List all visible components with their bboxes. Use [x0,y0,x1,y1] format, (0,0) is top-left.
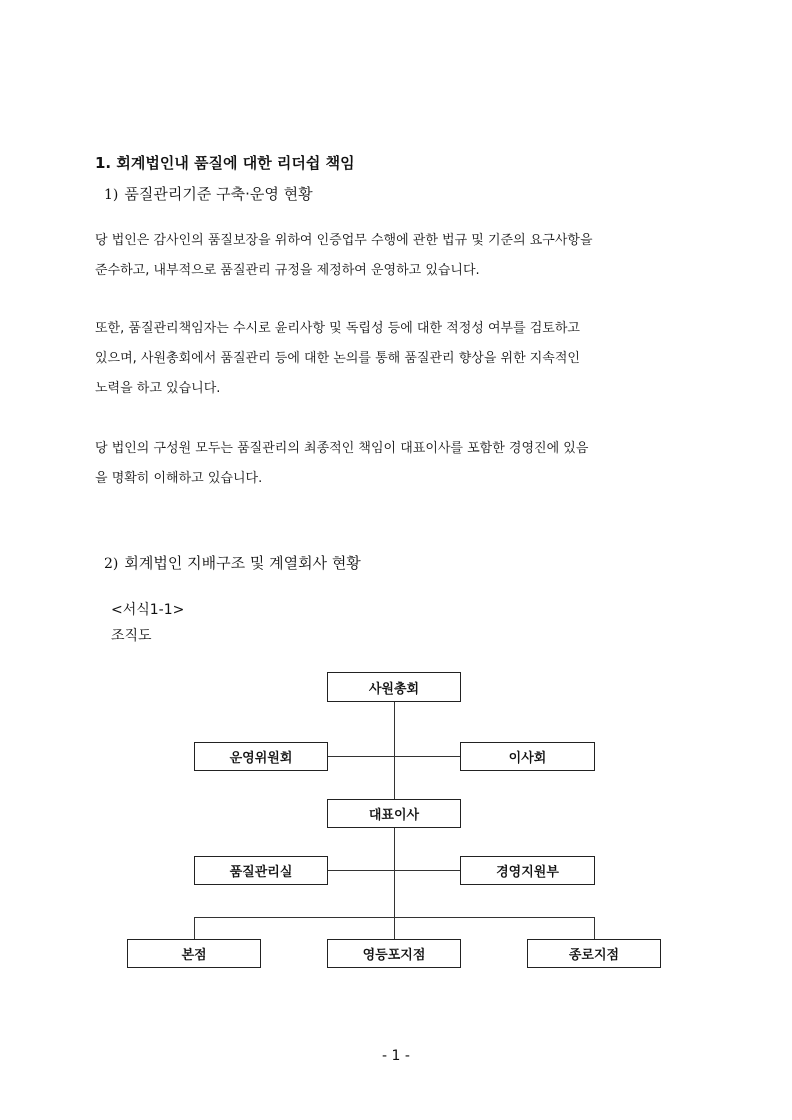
org-box-jongno-branch: 종로지점 [527,939,661,968]
section-heading: 1. 회계법인내 품질에 대한 리더쉽 책임 [95,154,355,172]
subsection-number: 1) [104,187,119,203]
branch-connector [194,917,594,918]
paragraph-3 [95,434,695,494]
paragraph-line: 노력을 하고 있습니다. [95,381,221,396]
page-number: - 1 - [382,1048,410,1064]
org-box-management-support: 경영지원부 [460,856,595,885]
paragraph-line: 당 법인의 구성원 모두는 품질관리의 최종적인 책임이 대표이사를 포함한 경영진에 있음 [95,441,589,456]
paragraph-line: 또한, 품질관리책임자는 수시로 윤리사항 및 독립성 등에 대한 적정성 여부를 검토하고 [95,321,580,336]
org-box-operating-committee: 운영위원회 [194,742,328,771]
org-box-yeongdeungpo-branch: 영등포지점 [327,939,461,968]
org-box-board: 이사회 [460,742,595,771]
paragraph-1 [95,226,695,286]
subsection-title: 품질관리기준 구축·운영 현황 [124,185,313,203]
branch-drop-left [194,917,195,939]
org-box-head-office: 본점 [127,939,261,968]
paragraph-line: 준수하고, 내부적으로 품질관리 규정을 제정하여 운영하고 있습니다. [95,263,480,278]
org-box-quality-office: 품질관리실 [194,856,328,885]
form-label: <서식1-1> [111,602,185,618]
subsection-heading-2 [104,552,361,573]
org-box-general-meeting: 사원총회 [327,672,461,702]
paragraph-2 [95,314,695,404]
subsection-number: 2) [104,556,119,572]
paragraph-line: 당 법인은 감사인의 품질보장을 위하여 인증업무 수행에 관한 법규 및 기준의 요구사항을 [95,233,593,248]
branch-drop-right [594,917,595,939]
paragraph-line: 있으며, 사원총회에서 품질관리 등에 대한 논의를 통해 품질관리 향상을 위한 지속적인 [95,351,580,366]
chart-title: 조직도 [111,628,152,644]
paragraph-line: 을 명확히 이해하고 있습니다. [95,471,263,486]
subsection-title: 회계법인 지배구조 및 계열회사 현황 [124,554,361,572]
subsection-heading-1 [104,183,313,204]
org-box-ceo: 대표이사 [327,799,461,828]
